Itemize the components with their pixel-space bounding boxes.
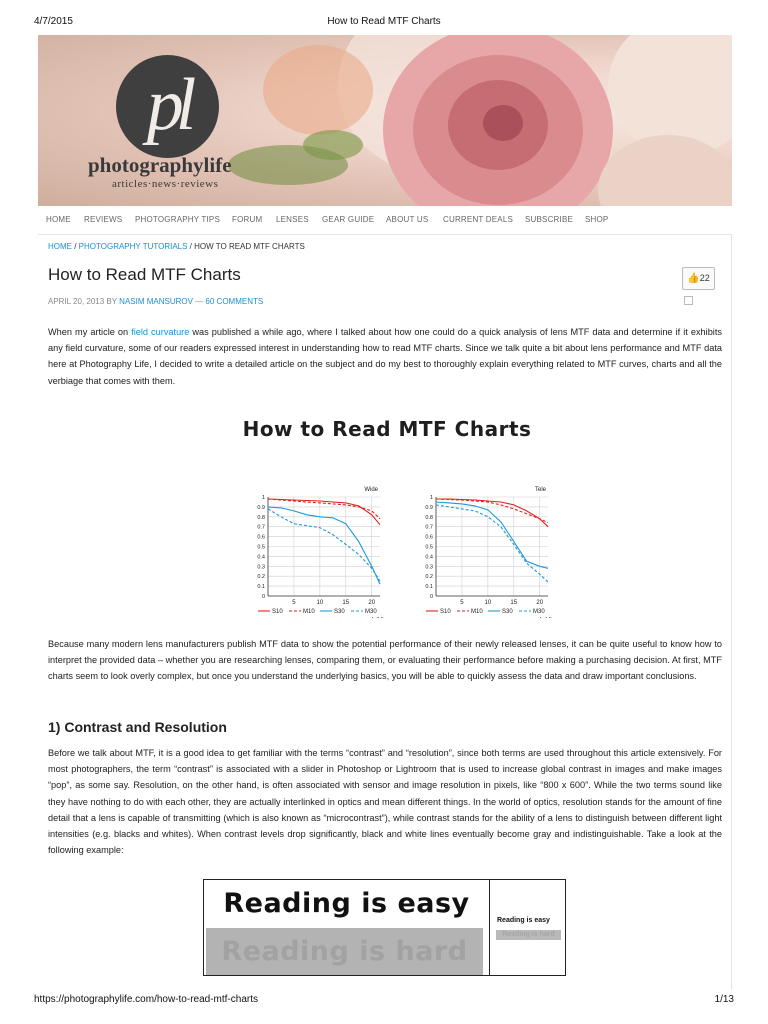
chart1-y-tick-label: 0.6 (257, 534, 265, 541)
intro-paragraph (48, 324, 722, 389)
paragraph-manufacturers: Because many modern lens manufacturers publish MTF data to show the potential performance of their newly released lenses, it can be quite useful to know how to interpret the provided data – whether you are researching lenses, comparing them, or evaluating their performance before making a purchasing decision. At first, MTF charts seem to look overly complex, but once you understand the underlying basics, you will be able to quickly assess the data and draw important conclusions. (48, 639, 722, 682)
chart1-y-tick-label: 0.7 (257, 524, 265, 531)
nav-item-current-deals[interactable]: CURRENT DEALS (443, 215, 514, 224)
main-nav (38, 206, 732, 235)
mtf-figure-title: How to Read MTF Charts (242, 417, 532, 441)
logo-letters: pl (146, 64, 189, 146)
reading-hard-small: Reading is hard (502, 931, 555, 938)
nav-item-home[interactable]: HOME (46, 215, 71, 224)
like-button[interactable] (682, 267, 715, 290)
print-title: How to Read MTF Charts (327, 16, 441, 27)
reading-hard-large: Reading is hard (221, 936, 468, 967)
chart2-x-tick-label: 5 (460, 600, 464, 606)
chart1-y-tick-label: 0.9 (257, 504, 265, 511)
chart2-legend-label: M10 (471, 609, 483, 615)
page-title: How to Read MTF Charts (48, 265, 241, 284)
chart1-x-tick-label: 10 (316, 600, 324, 606)
chart1-y-tick-label: 0.8 (257, 514, 265, 521)
chart2-y-tick-label: 0.1 (425, 584, 433, 591)
reading-divider (489, 880, 490, 975)
chart1-panel-label: Wide (364, 487, 378, 493)
chart2-y-tick-label: 0.4 (425, 554, 433, 561)
breadcrumb-home[interactable]: HOME (48, 242, 72, 251)
breadcrumb-section[interactable]: PHOTOGRAPHY TUTORIALS (78, 242, 188, 251)
chart1-series-m30 (268, 509, 380, 581)
chart2-series-m30 (436, 505, 548, 582)
chart1-x-tick-label: 20 (368, 600, 376, 606)
chart2-series-s30 (436, 502, 548, 568)
breadcrumb-current: HOW TO READ MTF CHARTS (194, 242, 305, 251)
chart2-x-tick-label: 10 (484, 600, 492, 606)
paragraph-contrast: Before we talk about MTF, it is a good idea to get familiar with the terms “contrast” and “resolution”, since both terms are used throughout this article extensively. For most photographers, the term “contrast” is associated with a slider in Photoshop or Lightroom that is used to increase global contrast in images and make images “pop”, as some say. Resolution, on the other hand, is often associated with sensor and image resolution in pixels, like “800 x 600”. While the two terms sound like they have nothing to do with each other, they are actually interlinked in optics and mean different things. In the world of optics, resolution stands for the amount of fine detail that a lens is capable of transmitting (which is also known as “microcontrast”), while contrast stands for the ability of a lens to distinguish between different light intensities (e.g. blacks and whites). When contrast levels drop significantly, black and white lines eventually become gray and indistinguishable. Take a look at the following example: (48, 748, 722, 856)
nav-item-shop[interactable]: SHOP (585, 215, 609, 224)
chart2-y-tick-label: 0 (429, 594, 433, 600)
chart1-legend-label: M10 (303, 609, 315, 615)
chart1-y-tick-label: 1 (261, 495, 265, 501)
chart2-legend-label: S10 (440, 609, 451, 615)
chart1-x-tick-label: 5 (292, 600, 296, 606)
chart2-x-tick-label: 20 (536, 600, 544, 606)
chart2-x-tick-label: 15 (510, 600, 518, 606)
author-link[interactable]: NASIM MANSUROV (119, 297, 193, 306)
mtf-figure (222, 413, 552, 618)
chart2-y-tick-label: 0.7 (425, 524, 433, 531)
print-page-number: 1/13 (714, 994, 734, 1005)
meta-dash: — (192, 297, 206, 306)
nav-item-about-us[interactable]: ABOUT US (386, 215, 429, 224)
logo-name[interactable]: photographylife (88, 153, 232, 177)
comments-link[interactable]: 60 COMMENTS (205, 297, 264, 306)
article-meta (48, 297, 263, 306)
print-date: 4/7/2015 (34, 16, 73, 27)
chart2-y-tick-label: 0.9 (425, 504, 433, 511)
chart2-y-tick-label: 0.2 (425, 574, 433, 581)
intro-text-1: When my article on (48, 327, 132, 337)
nav-item-subscribe[interactable]: SUBSCRIBE (525, 215, 574, 224)
chart1-y-tick-label: 0 (261, 594, 265, 600)
chart1-aperture-label (372, 617, 384, 618)
intro-text-2: was published a while ago, where I talked about how one could do a quick analysis of lens MTF data and determine if it exhibits any field curvature, some of our readers expressed interest in understanding how to read MTF charts. Since we talk quite a bit about lens performance and MTF data here at Photography Life, I decided to write a detailed article on the subject and do my best to thoroughly explain everything related to MTF curves, charts and all the verbiage that comes with them. (48, 327, 722, 386)
print-header (34, 16, 734, 30)
thumbs-up-icon: 👍 (687, 273, 700, 284)
site-banner[interactable] (38, 35, 732, 206)
chart2-legend-label: M30 (533, 609, 545, 615)
chart2-legend-label: S30 (502, 609, 513, 615)
nav-item-lenses[interactable]: LENSES (276, 215, 309, 224)
nav-item-reviews[interactable]: REVIEWS (84, 215, 123, 224)
chart1-series-s30 (268, 507, 380, 584)
chart2-aperture-label (540, 617, 552, 618)
reading-easy-large: Reading is easy (223, 888, 470, 919)
chart1-y-tick-label: 0.4 (257, 554, 265, 561)
share-icon[interactable] (684, 296, 693, 305)
reading-easy-small: Reading is easy (497, 917, 550, 924)
chart2-y-tick-label: 0.3 (425, 564, 433, 571)
article-date: APRIL 20, 2013 BY (48, 297, 120, 306)
chart2-y-tick-label: 0.5 (425, 544, 433, 551)
chart2-series-m10 (436, 499, 548, 523)
page-frame (38, 35, 732, 990)
breadcrumb-separator: / (72, 242, 79, 251)
field-curvature-link[interactable]: field curvature (131, 327, 190, 337)
print-url: https://photographylife.com/how-to-read-mtf-charts (34, 994, 258, 1005)
section-heading-contrast-resolution: 1) Contrast and Resolution (48, 719, 227, 735)
chart1-y-tick-label: 0.5 (257, 544, 265, 551)
chart1-y-tick-label: 0.2 (257, 574, 265, 581)
chart2-y-tick-label: 1 (429, 495, 433, 501)
chart1-y-tick-label: 0.3 (257, 564, 265, 571)
chart2-y-tick-label: 0.8 (425, 514, 433, 521)
chart2-panel-label: Tele (534, 487, 546, 493)
breadcrumb (48, 242, 305, 251)
chart1-legend-label: S10 (272, 609, 283, 615)
reading-example-figure (203, 879, 566, 976)
breadcrumb-separator: / (187, 242, 195, 251)
chart1-legend-label: M30 (365, 609, 377, 615)
chart1-y-tick-label: 0.1 (257, 584, 265, 591)
nav-item-forum[interactable]: FORUM (232, 215, 263, 224)
logo-tagline: articles·news·reviews (112, 178, 219, 190)
chart1-legend-label: S30 (334, 609, 345, 615)
nav-item-photography-tips[interactable]: PHOTOGRAPHY TIPS (135, 215, 221, 224)
like-count: 22 (699, 273, 710, 283)
nav-item-gear-guide[interactable]: GEAR GUIDE (322, 215, 375, 224)
chart1-x-tick-label: 15 (342, 600, 350, 606)
chart2-y-tick-label: 0.6 (425, 534, 433, 541)
mtf-charts-svg (222, 413, 552, 618)
